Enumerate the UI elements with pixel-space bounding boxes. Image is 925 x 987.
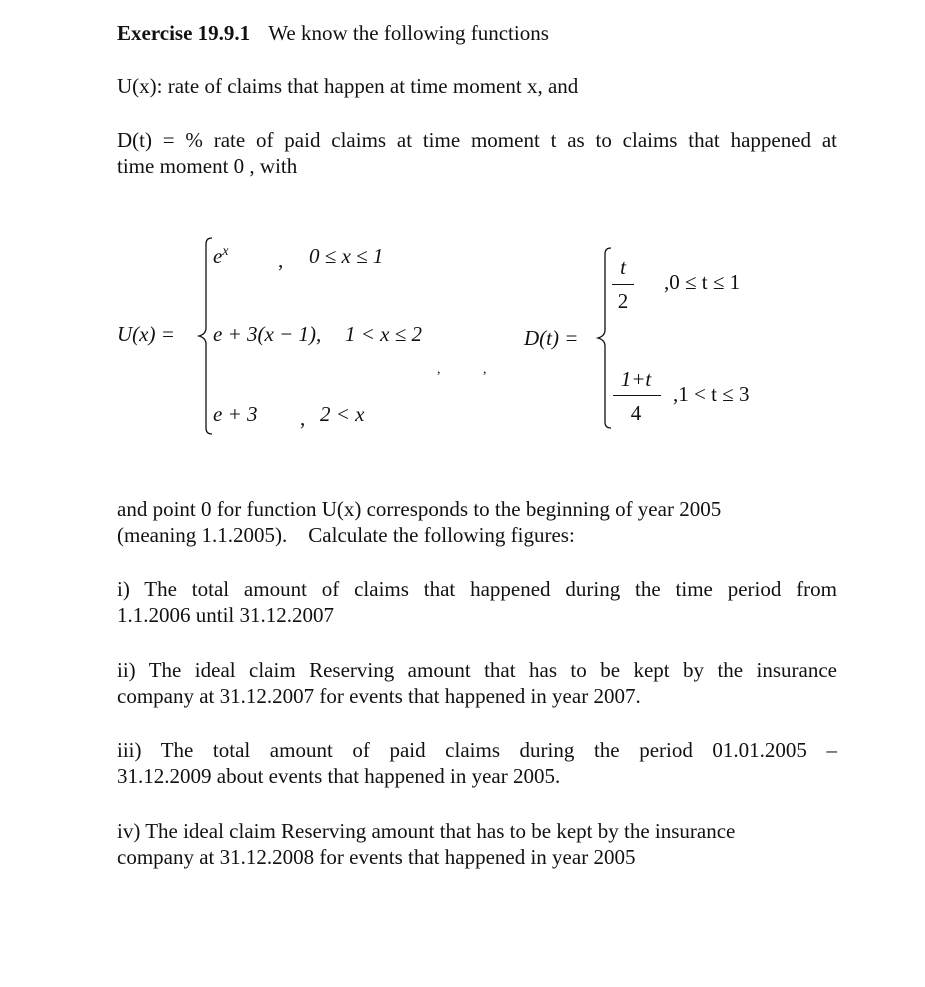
question-3-line1: iii) The total amount of paid claims during the period 01.01.2005 – (117, 738, 837, 762)
exercise-label: Exercise 19.9.1 (117, 21, 251, 45)
question-2-line1: ii) The ideal claim Reserving amount that has to be kept by the insurance (117, 658, 837, 682)
question-4-line1: iv) The ideal claim Reserving amount that has to be kept by the insurance (117, 819, 736, 843)
formula-d-case2-bar (613, 395, 661, 396)
exercise-intro: We know the following functions (268, 21, 549, 45)
question-1-line1: i) The total amount of claims that happened during the time period from (117, 577, 837, 601)
exercise-header (117, 20, 549, 46)
formula-u-case2-expr: e + 3(x − 1), (213, 322, 322, 346)
formula-d-case1-den: 2 (617, 289, 629, 313)
formula-d-case2-cond: ,1 < t ≤ 3 (673, 382, 750, 406)
formula-d-lhs: D(t) = (524, 326, 579, 350)
formula-u-case3-expr: e + 3 (213, 402, 258, 426)
question-2-line2: company at 31.12.2007 for events that happened in year 2007. (117, 684, 641, 708)
separator-comma-1: , (437, 362, 441, 377)
formula-u-lhs: U(x) = (117, 322, 175, 346)
formula-d-case1-num: t (620, 255, 626, 279)
question-3-line2: 31.12.2009 about events that happened in year 2005. (117, 764, 561, 788)
question-4-line2: company at 31.12.2008 for events that happened in year 2005 (117, 845, 636, 869)
body-line1: and point 0 for function U(x) corresponds to the beginning of year 2005 (117, 497, 722, 521)
separator-comma-2: , (483, 362, 487, 377)
formula-d-case1-cond: ,0 ≤ t ≤ 1 (664, 270, 741, 294)
body-line2: (meaning 1.1.2005). Calculate the following figures: (117, 523, 575, 547)
d-definition-line1: D(t) = % rate of paid claims at time moment t as to claims that happened at (117, 128, 837, 152)
question-1-line2: 1.1.2006 until 31.12.2007 (117, 603, 335, 627)
formula-u-case3-sep: , (300, 406, 306, 430)
formula-d-case2-num: 1+t (620, 367, 652, 391)
d-definition-line2: time moment 0 , with (117, 154, 298, 178)
formula-u-case1-cond: 0 ≤ x ≤ 1 (309, 244, 384, 268)
formula-u-case3-cond: 2 < x (320, 402, 365, 426)
formula-d-case1-bar (612, 284, 634, 285)
formula-u-case1-expr (213, 244, 229, 268)
formula-u-case2-cond: 1 < x ≤ 2 (345, 322, 423, 346)
formula-d-case2-den: 4 (630, 401, 642, 425)
formula-u-brace (196, 236, 214, 436)
formula-u-case1-sep: , (278, 248, 284, 272)
case1-base: e (213, 244, 223, 268)
case1-exponent: x (222, 244, 229, 259)
u-definition: U(x): rate of claims that happen at time moment x, and (117, 74, 579, 98)
